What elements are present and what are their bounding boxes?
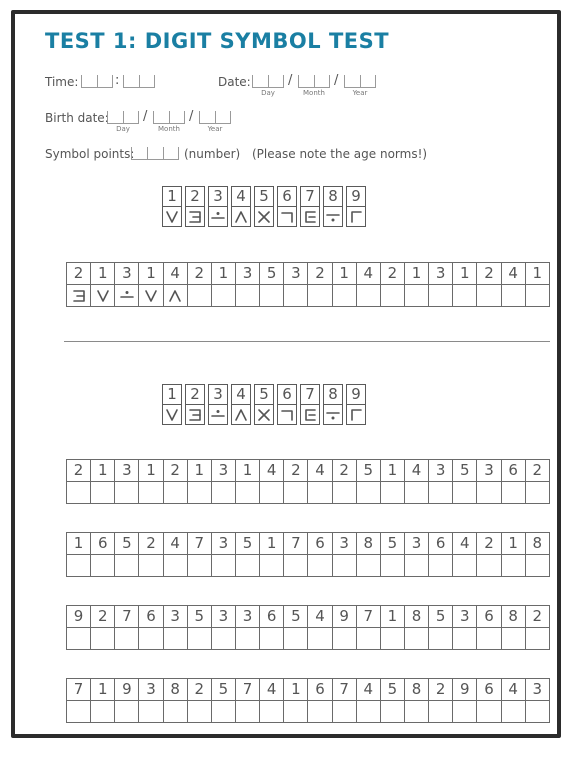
digit-cell: 4 [308, 606, 332, 628]
date-month-sublabel: Month [303, 89, 325, 97]
x-icon [255, 405, 273, 424]
test-grid-3 [66, 605, 550, 650]
key-digit: 3 [209, 187, 227, 207]
key-cell-6 [277, 186, 297, 227]
digit-cell: 2 [67, 460, 91, 482]
digit-cell: 7 [236, 679, 260, 701]
key-cell-4 [231, 384, 251, 425]
answer-cell-v-icon[interactable] [139, 285, 163, 307]
answer-cell[interactable] [357, 701, 381, 723]
key-digit: 1 [163, 385, 181, 405]
answer-cell[interactable] [188, 701, 212, 723]
digit-cell: 8 [164, 679, 188, 701]
digit-cell: 3 [526, 679, 550, 701]
digit-cell: 1 [236, 460, 260, 482]
digit-cell: 1 [139, 263, 163, 285]
digit-cell: 6 [139, 606, 163, 628]
digit-cell: 4 [502, 263, 526, 285]
answer-cell[interactable] [236, 482, 260, 504]
answer-cell[interactable] [357, 482, 381, 504]
birth-day-sublabel: Day [116, 125, 130, 133]
answer-cell[interactable] [526, 701, 550, 723]
hook-icon [278, 207, 296, 226]
page-title: TEST 1: DIGIT SYMBOL TEST [45, 29, 390, 53]
digit-cell: 3 [429, 460, 453, 482]
answer-cell[interactable] [284, 285, 308, 307]
date-month-field[interactable] [298, 75, 330, 88]
digit-cell: 2 [526, 460, 550, 482]
digit-cell: 3 [284, 263, 308, 285]
digit-cell: 2 [139, 533, 163, 555]
answer-cell[interactable] [188, 285, 212, 307]
answer-cell[interactable] [477, 555, 501, 577]
digit-cell: 5 [357, 460, 381, 482]
key-digit: 6 [278, 385, 296, 405]
key-digit: 9 [347, 385, 365, 405]
number-label: (number) [184, 147, 241, 161]
answer-cell[interactable] [284, 482, 308, 504]
digit-cell: 2 [91, 606, 115, 628]
digit-cell: 1 [502, 533, 526, 555]
key-digit: 7 [301, 187, 319, 207]
digit-cell: 3 [453, 606, 477, 628]
digit-cell: 3 [236, 263, 260, 285]
digit-cell: 2 [67, 263, 91, 285]
digit-cell: 3 [115, 263, 139, 285]
answer-cell[interactable] [188, 628, 212, 650]
digit-cell: 7 [188, 533, 212, 555]
digit-cell: 6 [308, 679, 332, 701]
answer-cell[interactable] [115, 701, 139, 723]
digit-cell: 1 [188, 460, 212, 482]
key-cell-6 [277, 384, 297, 425]
key-cell-7 [300, 384, 320, 425]
answer-cell[interactable] [260, 628, 284, 650]
digit-cell: 4 [405, 460, 429, 482]
birth-month-sublabel: Month [158, 125, 180, 133]
answer-cell[interactable] [260, 701, 284, 723]
answer-cell[interactable] [212, 555, 236, 577]
answer-cell[interactable] [453, 628, 477, 650]
answer-cell[interactable] [429, 628, 453, 650]
birth-month-field[interactable] [153, 111, 185, 124]
digit-cell: 3 [333, 533, 357, 555]
dot-line-icon [209, 207, 227, 226]
digit-cell: 2 [308, 263, 332, 285]
digit-cell: 3 [212, 460, 236, 482]
time-label: Time: [45, 75, 79, 89]
v-icon [163, 405, 181, 424]
digit-cell: 9 [115, 679, 139, 701]
answer-cell[interactable] [212, 285, 236, 307]
digit-cell: 6 [308, 533, 332, 555]
digit-cell: 2 [164, 460, 188, 482]
answer-cell[interactable] [91, 482, 115, 504]
answer-cell[interactable] [139, 628, 163, 650]
key-digit: 3 [209, 385, 227, 405]
digit-cell: 3 [429, 263, 453, 285]
digit-cell: 1 [526, 263, 550, 285]
answer-cell[interactable] [115, 555, 139, 577]
digit-cell: 3 [405, 533, 429, 555]
answer-cell-dot-line-icon[interactable] [115, 285, 139, 307]
digit-cell: 2 [477, 533, 501, 555]
v-icon [163, 207, 181, 226]
answer-cell[interactable] [502, 285, 526, 307]
digit-cell: 6 [502, 460, 526, 482]
answer-cell[interactable] [284, 701, 308, 723]
answer-cell[interactable] [333, 628, 357, 650]
answer-cell[interactable] [164, 555, 188, 577]
digit-cell: 1 [91, 460, 115, 482]
answer-cell[interactable] [284, 555, 308, 577]
answer-cell[interactable] [333, 701, 357, 723]
key-cell-5 [254, 384, 274, 425]
answer-cell[interactable] [236, 701, 260, 723]
birth-slash-2: / [189, 109, 194, 124]
answer-cell[interactable] [429, 482, 453, 504]
digit-cell: 3 [139, 679, 163, 701]
digit-cell: 6 [477, 679, 501, 701]
digit-cell: 1 [381, 606, 405, 628]
digit-cell: 6 [477, 606, 501, 628]
digit-cell: 2 [333, 460, 357, 482]
digit-cell: 1 [139, 460, 163, 482]
key-cell-1 [162, 384, 182, 425]
digit-cell: 2 [188, 679, 212, 701]
answer-cell[interactable] [405, 555, 429, 577]
digit-cell: 4 [308, 460, 332, 482]
x-icon [255, 207, 273, 226]
answer-cell[interactable] [526, 285, 550, 307]
answer-cell[interactable] [308, 285, 332, 307]
answer-cell[interactable] [115, 482, 139, 504]
caret-icon [232, 207, 250, 226]
digit-cell: 1 [260, 533, 284, 555]
answer-cell[interactable] [381, 628, 405, 650]
answer-cell[interactable] [67, 482, 91, 504]
answer-cell[interactable] [477, 628, 501, 650]
digit-cell: 7 [115, 606, 139, 628]
hook-icon [278, 405, 296, 424]
digit-cell: 4 [260, 460, 284, 482]
section-divider [64, 341, 550, 342]
digit-cell: 3 [212, 606, 236, 628]
key-digit: 4 [232, 187, 250, 207]
digit-cell: 7 [333, 679, 357, 701]
answer-cell[interactable] [357, 628, 381, 650]
digit-cell: 8 [405, 679, 429, 701]
answer-cell[interactable] [381, 555, 405, 577]
answer-cell[interactable] [164, 628, 188, 650]
symbol-points-label: Symbol points: [45, 147, 135, 161]
digit-cell: 4 [357, 263, 381, 285]
time-separator: : [115, 73, 120, 88]
answer-cell[interactable] [502, 555, 526, 577]
line-dot-icon [324, 207, 342, 226]
answer-cell[interactable] [429, 701, 453, 723]
answer-cell[interactable] [502, 628, 526, 650]
answer-cell[interactable] [405, 701, 429, 723]
digit-cell: 8 [357, 533, 381, 555]
digit-cell: 9 [333, 606, 357, 628]
answer-cell[interactable] [67, 701, 91, 723]
answer-cell[interactable] [453, 285, 477, 307]
digit-cell: 5 [381, 679, 405, 701]
test-grid-4 [66, 678, 550, 723]
digit-cell: 4 [164, 263, 188, 285]
digit-cell: 4 [357, 679, 381, 701]
date-year-field[interactable] [344, 75, 376, 88]
digit-cell: 6 [260, 606, 284, 628]
answer-cell[interactable] [477, 482, 501, 504]
line-dot-icon [324, 405, 342, 424]
key-digit: 7 [301, 385, 319, 405]
key-cell-2 [185, 186, 205, 227]
digit-cell: 2 [429, 679, 453, 701]
answer-cell[interactable] [333, 482, 357, 504]
answer-cell[interactable] [333, 285, 357, 307]
answer-cell[interactable] [526, 555, 550, 577]
date-day-field[interactable] [252, 75, 284, 88]
answer-cell[interactable] [236, 285, 260, 307]
key-cell-8 [323, 186, 343, 227]
digit-cell: 4 [164, 533, 188, 555]
answer-cell[interactable] [260, 555, 284, 577]
bracket-right-icon [186, 207, 204, 226]
birth-day-field[interactable] [107, 111, 139, 124]
answer-cell[interactable] [139, 482, 163, 504]
answer-cell[interactable] [357, 555, 381, 577]
time-minutes-field[interactable] [123, 75, 155, 88]
key-cell-8 [323, 384, 343, 425]
answer-cell[interactable] [91, 555, 115, 577]
answer-cell[interactable] [67, 628, 91, 650]
digit-cell: 5 [429, 606, 453, 628]
digit-cell: 4 [453, 533, 477, 555]
answer-cell[interactable] [502, 482, 526, 504]
answer-cell[interactable] [453, 482, 477, 504]
digit-cell: 5 [453, 460, 477, 482]
answer-cell[interactable] [236, 628, 260, 650]
age-norms-note: (Please note the age norms!) [252, 147, 428, 161]
dot-line-icon [209, 405, 227, 424]
date-year-sublabel: Year [352, 89, 368, 97]
digit-cell: 1 [67, 533, 91, 555]
digit-cell: 5 [381, 533, 405, 555]
answer-cell[interactable] [477, 701, 501, 723]
digit-cell: 3 [236, 606, 260, 628]
answer-cell-caret-icon[interactable] [164, 285, 188, 307]
digit-cell: 2 [477, 263, 501, 285]
answer-cell[interactable] [260, 482, 284, 504]
digit-cell: 1 [284, 679, 308, 701]
digit-cell: 1 [405, 263, 429, 285]
answer-cell[interactable] [139, 701, 163, 723]
answer-cell[interactable] [381, 482, 405, 504]
digit-cell: 1 [91, 263, 115, 285]
key-digit: 8 [324, 385, 342, 405]
answer-cell[interactable] [188, 555, 212, 577]
answer-cell[interactable] [333, 555, 357, 577]
birth-year-field[interactable] [199, 111, 231, 124]
answer-cell[interactable] [212, 482, 236, 504]
answer-cell[interactable] [115, 628, 139, 650]
digit-cell: 1 [381, 460, 405, 482]
answer-cell[interactable] [308, 628, 332, 650]
answer-cell[interactable] [308, 701, 332, 723]
digit-cell: 3 [212, 533, 236, 555]
bracket-right-icon [186, 405, 204, 424]
answer-cell[interactable] [164, 701, 188, 723]
answer-cell[interactable] [164, 482, 188, 504]
key-cell-5 [254, 186, 274, 227]
digit-cell: 9 [453, 679, 477, 701]
digit-cell: 2 [526, 606, 550, 628]
digit-cell: 1 [212, 263, 236, 285]
digit-cell: 7 [284, 533, 308, 555]
bracket-left-foot-icon [301, 405, 319, 424]
key-cell-9 [346, 384, 366, 425]
answer-cell[interactable] [502, 701, 526, 723]
digit-cell: 4 [502, 679, 526, 701]
key-cell-7 [300, 186, 320, 227]
answer-cell[interactable] [284, 628, 308, 650]
key-digit: 9 [347, 187, 365, 207]
answer-cell[interactable] [212, 628, 236, 650]
key-cell-9 [346, 186, 366, 227]
answer-cell[interactable] [260, 285, 284, 307]
caret-icon [232, 405, 250, 424]
answer-cell[interactable] [526, 628, 550, 650]
digit-cell: 8 [526, 533, 550, 555]
answer-cell[interactable] [405, 285, 429, 307]
digit-cell: 3 [164, 606, 188, 628]
key-digit: 5 [255, 385, 273, 405]
symbol-key-top [162, 186, 366, 227]
digit-cell: 5 [115, 533, 139, 555]
answer-cell-v-icon[interactable] [91, 285, 115, 307]
key-cell-2 [185, 384, 205, 425]
answer-cell[interactable] [453, 701, 477, 723]
birth-year-sublabel: Year [207, 125, 223, 133]
digit-cell: 5 [236, 533, 260, 555]
key-cell-3 [208, 384, 228, 425]
answer-cell[interactable] [381, 701, 405, 723]
key-digit: 5 [255, 187, 273, 207]
digit-cell: 3 [115, 460, 139, 482]
key-cell-3 [208, 186, 228, 227]
answer-cell[interactable] [453, 555, 477, 577]
answer-cell-bracket-right-icon[interactable] [67, 285, 91, 307]
digit-cell: 3 [477, 460, 501, 482]
answer-cell[interactable] [381, 285, 405, 307]
digit-cell: 6 [429, 533, 453, 555]
answer-cell[interactable] [236, 555, 260, 577]
answer-cell[interactable] [91, 628, 115, 650]
date-slash-2: / [334, 73, 339, 88]
answer-cell[interactable] [429, 285, 453, 307]
digit-cell: 1 [333, 263, 357, 285]
digit-cell: 1 [453, 263, 477, 285]
digit-cell: 8 [502, 606, 526, 628]
symbol-points-field[interactable] [131, 147, 179, 160]
test-grid-2 [66, 532, 550, 577]
practice-grid [66, 262, 550, 307]
digit-cell: 2 [381, 263, 405, 285]
date-slash-1: / [288, 73, 293, 88]
birth-date-label: Birth date: [45, 111, 109, 125]
corner-icon [347, 207, 365, 226]
key-digit: 6 [278, 187, 296, 207]
key-digit: 2 [186, 187, 204, 207]
answer-cell[interactable] [91, 701, 115, 723]
digit-cell: 7 [357, 606, 381, 628]
corner-icon [347, 405, 365, 424]
key-digit: 2 [186, 385, 204, 405]
digit-cell: 1 [91, 679, 115, 701]
bracket-left-foot-icon [301, 207, 319, 226]
key-cell-4 [231, 186, 251, 227]
digit-cell: 5 [260, 263, 284, 285]
digit-cell: 2 [284, 460, 308, 482]
digit-cell: 8 [405, 606, 429, 628]
answer-cell[interactable] [477, 285, 501, 307]
answer-cell[interactable] [405, 628, 429, 650]
digit-cell: 6 [91, 533, 115, 555]
key-cell-1 [162, 186, 182, 227]
digit-cell: 2 [188, 263, 212, 285]
digit-cell: 7 [67, 679, 91, 701]
birth-slash-1: / [143, 109, 148, 124]
digit-cell: 9 [67, 606, 91, 628]
key-digit: 1 [163, 187, 181, 207]
answer-cell[interactable] [188, 482, 212, 504]
answer-cell[interactable] [405, 482, 429, 504]
answer-cell[interactable] [67, 555, 91, 577]
answer-cell[interactable] [308, 482, 332, 504]
answer-cell[interactable] [357, 285, 381, 307]
key-digit: 4 [232, 385, 250, 405]
time-hours-field[interactable] [81, 75, 113, 88]
answer-cell[interactable] [212, 701, 236, 723]
digit-cell: 5 [284, 606, 308, 628]
answer-cell[interactable] [308, 555, 332, 577]
digit-cell: 4 [260, 679, 284, 701]
date-day-sublabel: Day [261, 89, 275, 97]
answer-cell[interactable] [429, 555, 453, 577]
digit-cell: 5 [212, 679, 236, 701]
test-grid-1 [66, 459, 550, 504]
symbol-key-bottom [162, 384, 366, 425]
answer-cell[interactable] [526, 482, 550, 504]
answer-cell[interactable] [139, 555, 163, 577]
key-digit: 8 [324, 187, 342, 207]
digit-cell: 5 [188, 606, 212, 628]
date-label: Date: [218, 75, 251, 89]
